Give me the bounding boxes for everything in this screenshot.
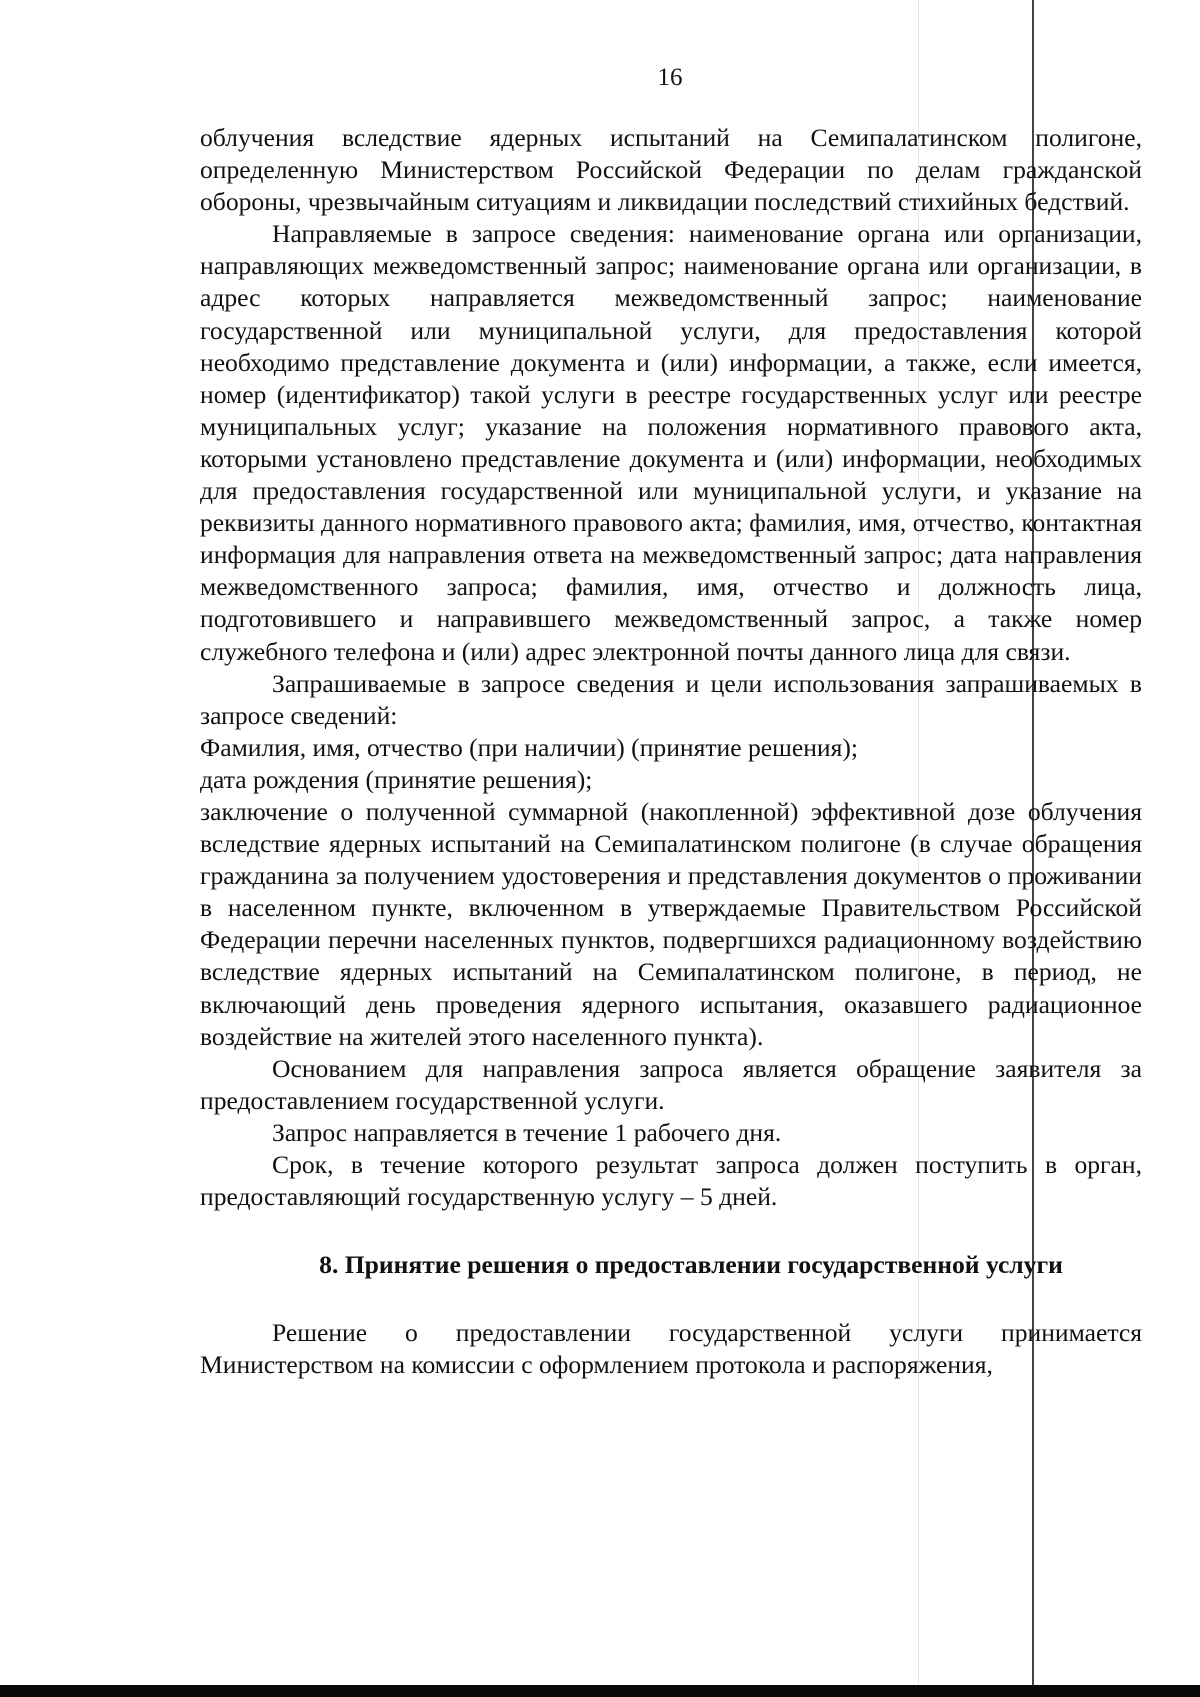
section-heading: 8. Принятие решения о предоставлении государственной услуги: [319, 1250, 1063, 1280]
paragraph-requested-info: Запрашиваемые в запросе сведения и цели использования запрашиваемых в запросе сведений:: [200, 668, 1142, 730]
paragraph-timing: Запрос направляется в течение 1 рабочего дня.: [272, 1117, 782, 1147]
paragraph-decision: Решение о предоставлении государственной услуги принимается Министерством на комиссии с оформлением протокола и распоряжения,: [200, 1318, 1142, 1380]
paragraph-continuation: облучения вследствие ядерных испытаний на Семипалатинском полигоне, определенную Министерством Российской Федерации по делам гражданской обороны, чрезвычайным ситуациям и ликвидации последствий стихийных бедствий.: [200, 123, 1142, 217]
list-item-conclusion: заключение о полученной суммарной (накопленной) эффективной дозе облучения вследствие ядерных испытаний на Семипалатинском полигоне (в случае обращения гражданина за получением удостоверения и представления документов о проживании в населенном пункте, включенном в утверждаемые Правительством Российской Федерации перечни населенных пунктов, подвергшихся радиационному воздействию вследствие ядерных испытаний на Семипалатинском полигоне, в период, не включающий день проведения ядерного испытания, оказавшего радиационное воздействие на жителей этого населенного пункта).: [200, 796, 1142, 1051]
scan-bottom-border: [0, 1685, 1200, 1697]
paragraph-basis: Основанием для направления запроса является обращение заявителя за предоставлением государственной услуги.: [200, 1053, 1142, 1115]
page-number: 16: [657, 64, 683, 91]
document-body: [200, 122, 1142, 1381]
paragraph-deadline: Срок, в течение которого результат запроса должен поступить в орган, предоставляющий государственную услугу – 5 дней.: [200, 1150, 1142, 1212]
list-item-name: Фамилия, имя, отчество (при наличии) (принятие решения);: [200, 732, 859, 762]
list-item-birthdate: дата рождения (принятие решения);: [200, 764, 593, 794]
paragraph-request-info: Направляемые в запросе сведения: наименование органа или организации, направляющих межведомственный запрос; наименование органа или организации, в адрес которых направляется межведомственный запрос; наименование государственной или муниципальной услуги, для предоставления которой необходимо представление документа и (или) информации, а также, если имеется, номер (идентификатор) такой услуги в реестре государственных услуг или реестре муниципальных услуг; указание на положения нормативного правового акта, которыми установлено представление документа и (или) информации, необходимых для предоставления государственной или муниципальной услуги, и указание на реквизиты данного нормативного правового акта; фамилия, имя, отчество, контактная информация для направления ответа на межведомственный запрос; дата направления межведомственного запроса; фамилия, имя, отчество и должность лица, подготовившего и направившего межведомственный запрос, а также номер служебного телефона и (или) адрес электронной почты данного лица для связи.: [200, 219, 1142, 666]
